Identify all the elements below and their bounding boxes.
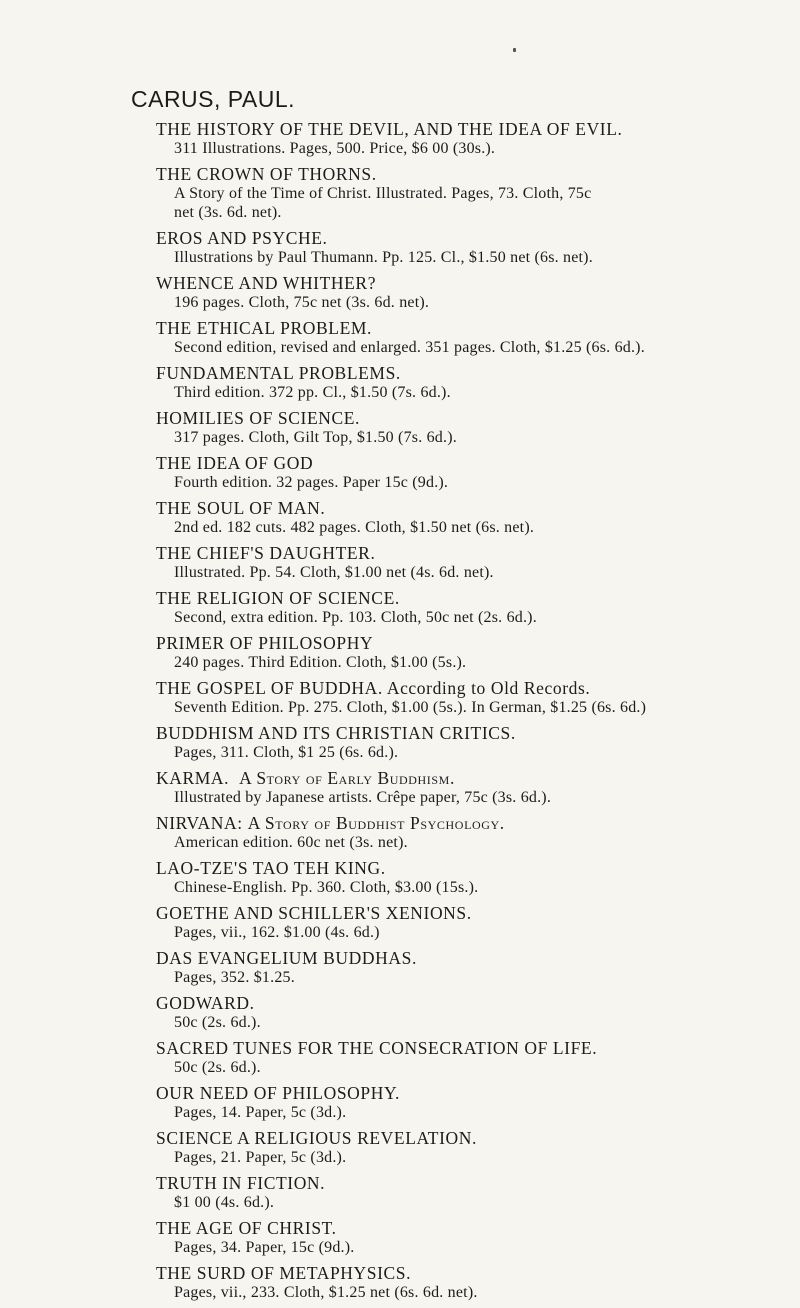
book-entry [156, 453, 796, 492]
book-title: HOMILIES OF SCIENCE. [156, 408, 361, 428]
book-detail: $1 00 (4s. 6d.). [174, 1194, 275, 1211]
book-entry [156, 1128, 796, 1167]
book-entry [156, 1083, 796, 1122]
book-title: SACRED TUNES FOR THE CONSECRATION OF LIFE. [156, 1038, 598, 1058]
book-title: THE SURD OF METAPHYSICS. [156, 1263, 412, 1283]
book-entry [156, 723, 796, 762]
book-subtitle: A Story of Buddhist Psychology. [247, 813, 505, 833]
book-detail: Pages, 352. $1.25. [174, 969, 295, 986]
book-detail: Chinese-English. Pp. 360. Cloth, $3.00 (15s.). [174, 879, 479, 896]
book-title: THE HISTORY OF THE DEVIL, AND THE IDEA OF EVIL. [156, 119, 623, 139]
book-entry [156, 1038, 796, 1077]
book-title: THE AGE OF CHRIST. [156, 1218, 337, 1238]
author-heading: CARUS, PAUL. [131, 86, 296, 112]
book-subtitle: A Story of Early Buddhism. [239, 768, 455, 788]
book-detail: American edition. 60c net (3s. net). [174, 834, 408, 851]
print-speck [513, 48, 516, 52]
book-title: PRIMER OF PHILOSOPHY [156, 633, 374, 653]
book-entry [156, 543, 796, 582]
book-title-main: NIRVANA: [156, 813, 243, 833]
book-title: THE SOUL OF MAN. [156, 498, 326, 518]
book-title: THE GOSPEL OF BUDDHA. According to Old Records. [156, 678, 591, 698]
book-detail: Seventh Edition. Pp. 275. Cloth, $1.00 (5s.). In German, $1.25 (6s. 6d.) [174, 699, 647, 716]
book-detail: A Story of the Time of Christ. Illustrated. Pages, 73. Cloth, 75c net (3s. 6d. net). [174, 185, 592, 221]
book-detail: 240 pages. Third Edition. Cloth, $1.00 (5s.). [174, 654, 467, 671]
book-title: THE ETHICAL PROBLEM. [156, 318, 372, 338]
book-title: THE IDEA OF GOD [156, 453, 314, 473]
book-detail: Pages, 14. Paper, 5c (3d.). [174, 1104, 347, 1121]
book-detail: Third edition. 372 pp. Cl., $1.50 (7s. 6d.). [174, 384, 451, 401]
book-entry [156, 164, 796, 222]
book-entry [156, 1263, 796, 1302]
book-entry [156, 363, 796, 402]
book-title: FUNDAMENTAL PROBLEMS. [156, 363, 401, 383]
book-title-main: KARMA. [156, 768, 230, 788]
book-detail: Second edition, revised and enlarged. 351 pages. Cloth, $1.25 (6s. 6d.). [174, 339, 645, 356]
book-title: THE CHIEF'S DAUGHTER. [156, 543, 376, 563]
book-detail: Second, extra edition. Pp. 103. Cloth, 50c net (2s. 6d.). [174, 609, 537, 626]
book-title: SCIENCE A RELIGIOUS REVELATION. [156, 1128, 477, 1148]
book-detail: Illustrations by Paul Thumann. Pp. 125. Cl., $1.50 net (6s. net). [174, 249, 593, 266]
book-title: TRUTH IN FICTION. [156, 1173, 326, 1193]
book-title [156, 768, 796, 788]
book-entry [156, 903, 796, 942]
book-entry [156, 318, 796, 357]
book-detail: Illustrated. Pp. 54. Cloth, $1.00 net (4s. 6d. net). [174, 564, 494, 581]
book-detail: 50c (2s. 6d.). [174, 1014, 261, 1031]
book-detail: 317 pages. Cloth, Gilt Top, $1.50 (7s. 6d.). [174, 429, 457, 446]
book-title: WHENCE AND WHITHER? [156, 273, 377, 293]
book-entry [156, 768, 796, 807]
book-entry [156, 228, 796, 267]
book-entry [156, 813, 796, 852]
book-entry [156, 498, 796, 537]
book-title: LAO-TZE'S TAO TEH KING. [156, 858, 386, 878]
book-detail: Pages, 21. Paper, 5c (3d.). [174, 1149, 347, 1166]
book-title: DAS EVANGELIUM BUDDHAS. [156, 948, 417, 968]
book-title: OUR NEED OF PHILOSOPHY. [156, 1083, 400, 1103]
book-detail: 2nd ed. 182 cuts. 482 pages. Cloth, $1.50 net (6s. net). [174, 519, 535, 536]
book-title: EROS AND PSYCHE. [156, 228, 328, 248]
book-title [156, 813, 796, 833]
book-list [156, 119, 796, 1308]
book-detail: Illustrated by Japanese artists. Crêpe paper, 75c (3s. 6d.). [174, 789, 552, 806]
book-entry [156, 119, 796, 158]
book-entry [156, 858, 796, 897]
book-detail: Pages, vii., 162. $1.00 (4s. 6d.) [174, 924, 380, 941]
book-entry [156, 408, 796, 447]
book-detail: 311 Illustrations. Pages, 500. Price, $6 00 (30s.). [174, 140, 496, 157]
book-title: GOETHE AND SCHILLER'S XENIONS. [156, 903, 472, 923]
book-entry [156, 273, 796, 312]
book-title: THE RELIGION OF SCIENCE. [156, 588, 400, 608]
book-entry [156, 993, 796, 1032]
book-detail: 50c (2s. 6d.). [174, 1059, 261, 1076]
book-detail: Pages, 311. Cloth, $1 25 (6s. 6d.). [174, 744, 399, 761]
book-title: BUDDHISM AND ITS CHRISTIAN CRITICS. [156, 723, 516, 743]
book-detail: Pages, 34. Paper, 15c (9d.). [174, 1239, 355, 1256]
book-entry [156, 1173, 796, 1212]
book-entry [156, 633, 796, 672]
book-detail: 196 pages. Cloth, 75c net (3s. 6d. net). [174, 294, 430, 311]
book-entry [156, 948, 796, 987]
book-title: GODWARD. [156, 993, 255, 1013]
book-entry [156, 678, 796, 717]
book-detail: Pages, vii., 233. Cloth, $1.25 net (6s. 6d. net). [174, 1284, 478, 1301]
book-title: THE CROWN OF THORNS. [156, 164, 377, 184]
book-entry [156, 1218, 796, 1257]
book-entry [156, 588, 796, 627]
book-detail: Fourth edition. 32 pages. Paper 15c (9d.). [174, 474, 449, 491]
